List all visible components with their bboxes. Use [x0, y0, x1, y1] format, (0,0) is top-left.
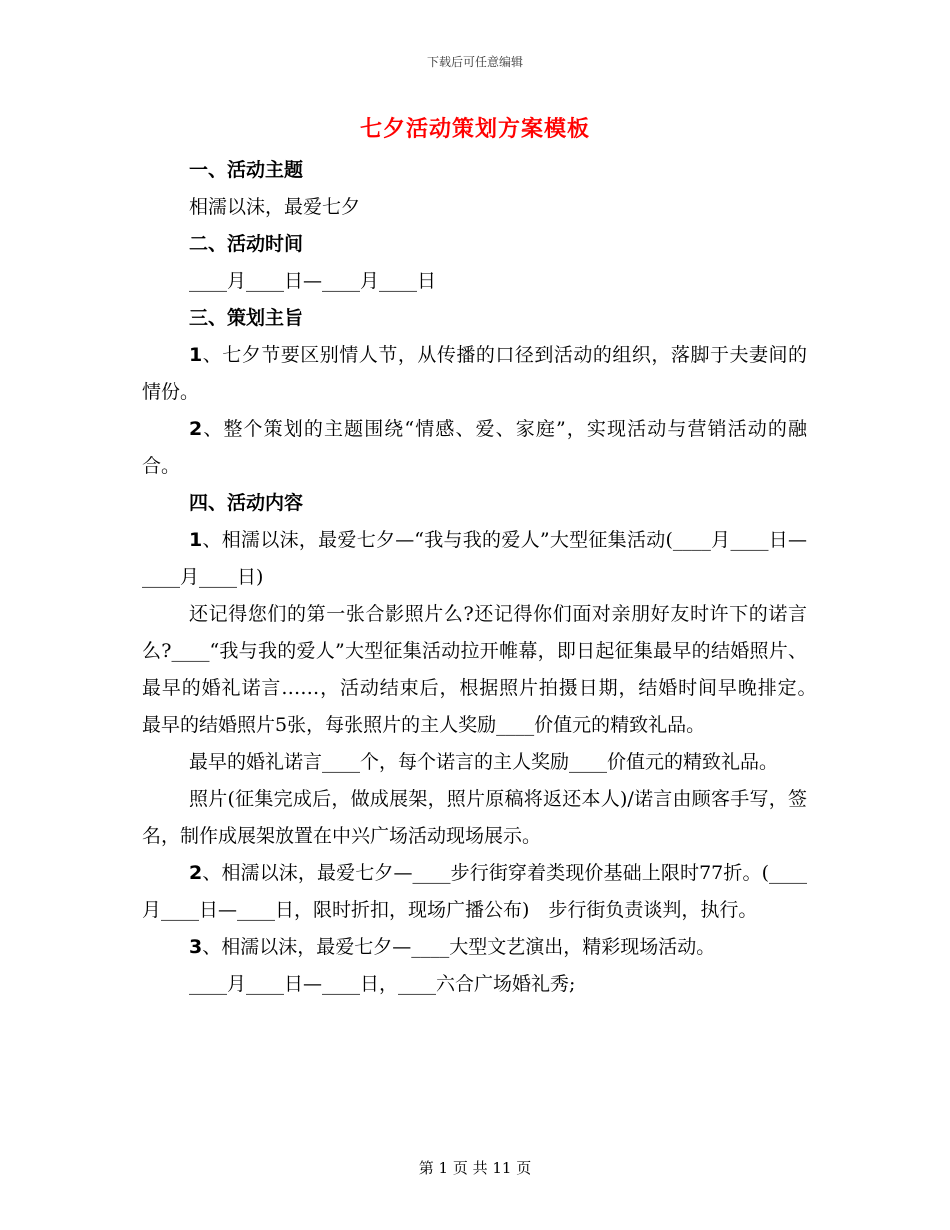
item-number: 3	[189, 936, 203, 958]
page-footer: 第 1 页 共 11 页	[418, 1159, 532, 1177]
content-item	[142, 522, 807, 596]
content-item	[142, 929, 807, 966]
paragraph-text: 、相濡以沫，最爱七夕—____步行街穿着类现价基础上限时77折。(____月____日—____日，限时折扣，现场广播公布) 步行街负责谈判，执行。	[142, 862, 807, 921]
content-paragraph: 还记得您们的第一张合影照片么?还记得你们面对亲朋好友时许下的诺言么?____“我与我的爱人”大型征集活动拉开帷幕，即日起征集最早的结婚照片、最早的婚礼诺言……，活动结束后，根据照片拍摄日期，结婚时间早晚排定。 最早的结婚照片5张，每张照片的主人奖励____价值元的精致礼品。	[142, 603, 846, 736]
content-paragraph: 照片(征集完成后，做成展架，照片原稿将返还本人)/诺言由顾客手写，签名，制作成展架放置在中兴广场活动现场展示。	[142, 788, 807, 847]
paragraph-text: 、相濡以沫，最爱七夕—“我与我的爱人”大型征集活动(____月____日—____月____日)	[142, 529, 807, 588]
paragraph-text: 、相濡以沫，最爱七夕—____大型文艺演出，精彩现场活动。	[202, 936, 716, 958]
section-heading-theme: 一、活动主题	[189, 159, 304, 181]
section-heading-purpose: 三、策划主旨	[189, 307, 304, 329]
item-number: 1	[189, 344, 203, 366]
content-paragraph: 最早的婚礼诺言____个，每个诺言的主人奖励____价值元的精致礼品。	[189, 751, 779, 773]
content-item	[142, 855, 807, 929]
document-body	[142, 152, 846, 1003]
section-heading-time: 二、活动时间	[189, 233, 304, 255]
paragraph-text: 、整个策划的主题围绕“情感、爱、家庭”，实现活动与营销活动的融合。	[142, 418, 807, 477]
section-heading-content: 四、活动内容	[189, 492, 304, 514]
item-number: 1	[189, 529, 203, 551]
item-number: 2	[189, 418, 203, 440]
purpose-paragraph	[142, 411, 807, 485]
page-header: 下载后可任意编辑	[426, 55, 523, 69]
time-text: ____月____日—____月____日	[189, 270, 437, 292]
theme-text: 相濡以沫，最爱七夕	[189, 196, 361, 218]
paragraph-text: 、七夕节要区别情人节，从传播的口径到活动的组织，落脚于夫妻间的情份。	[142, 344, 807, 403]
document-title: 七夕活动策划方案模板	[359, 117, 590, 142]
item-number: 2	[189, 862, 203, 884]
purpose-paragraph	[142, 337, 807, 411]
content-paragraph: ____月____日—____日，____六合广场婚礼秀;	[189, 973, 576, 995]
